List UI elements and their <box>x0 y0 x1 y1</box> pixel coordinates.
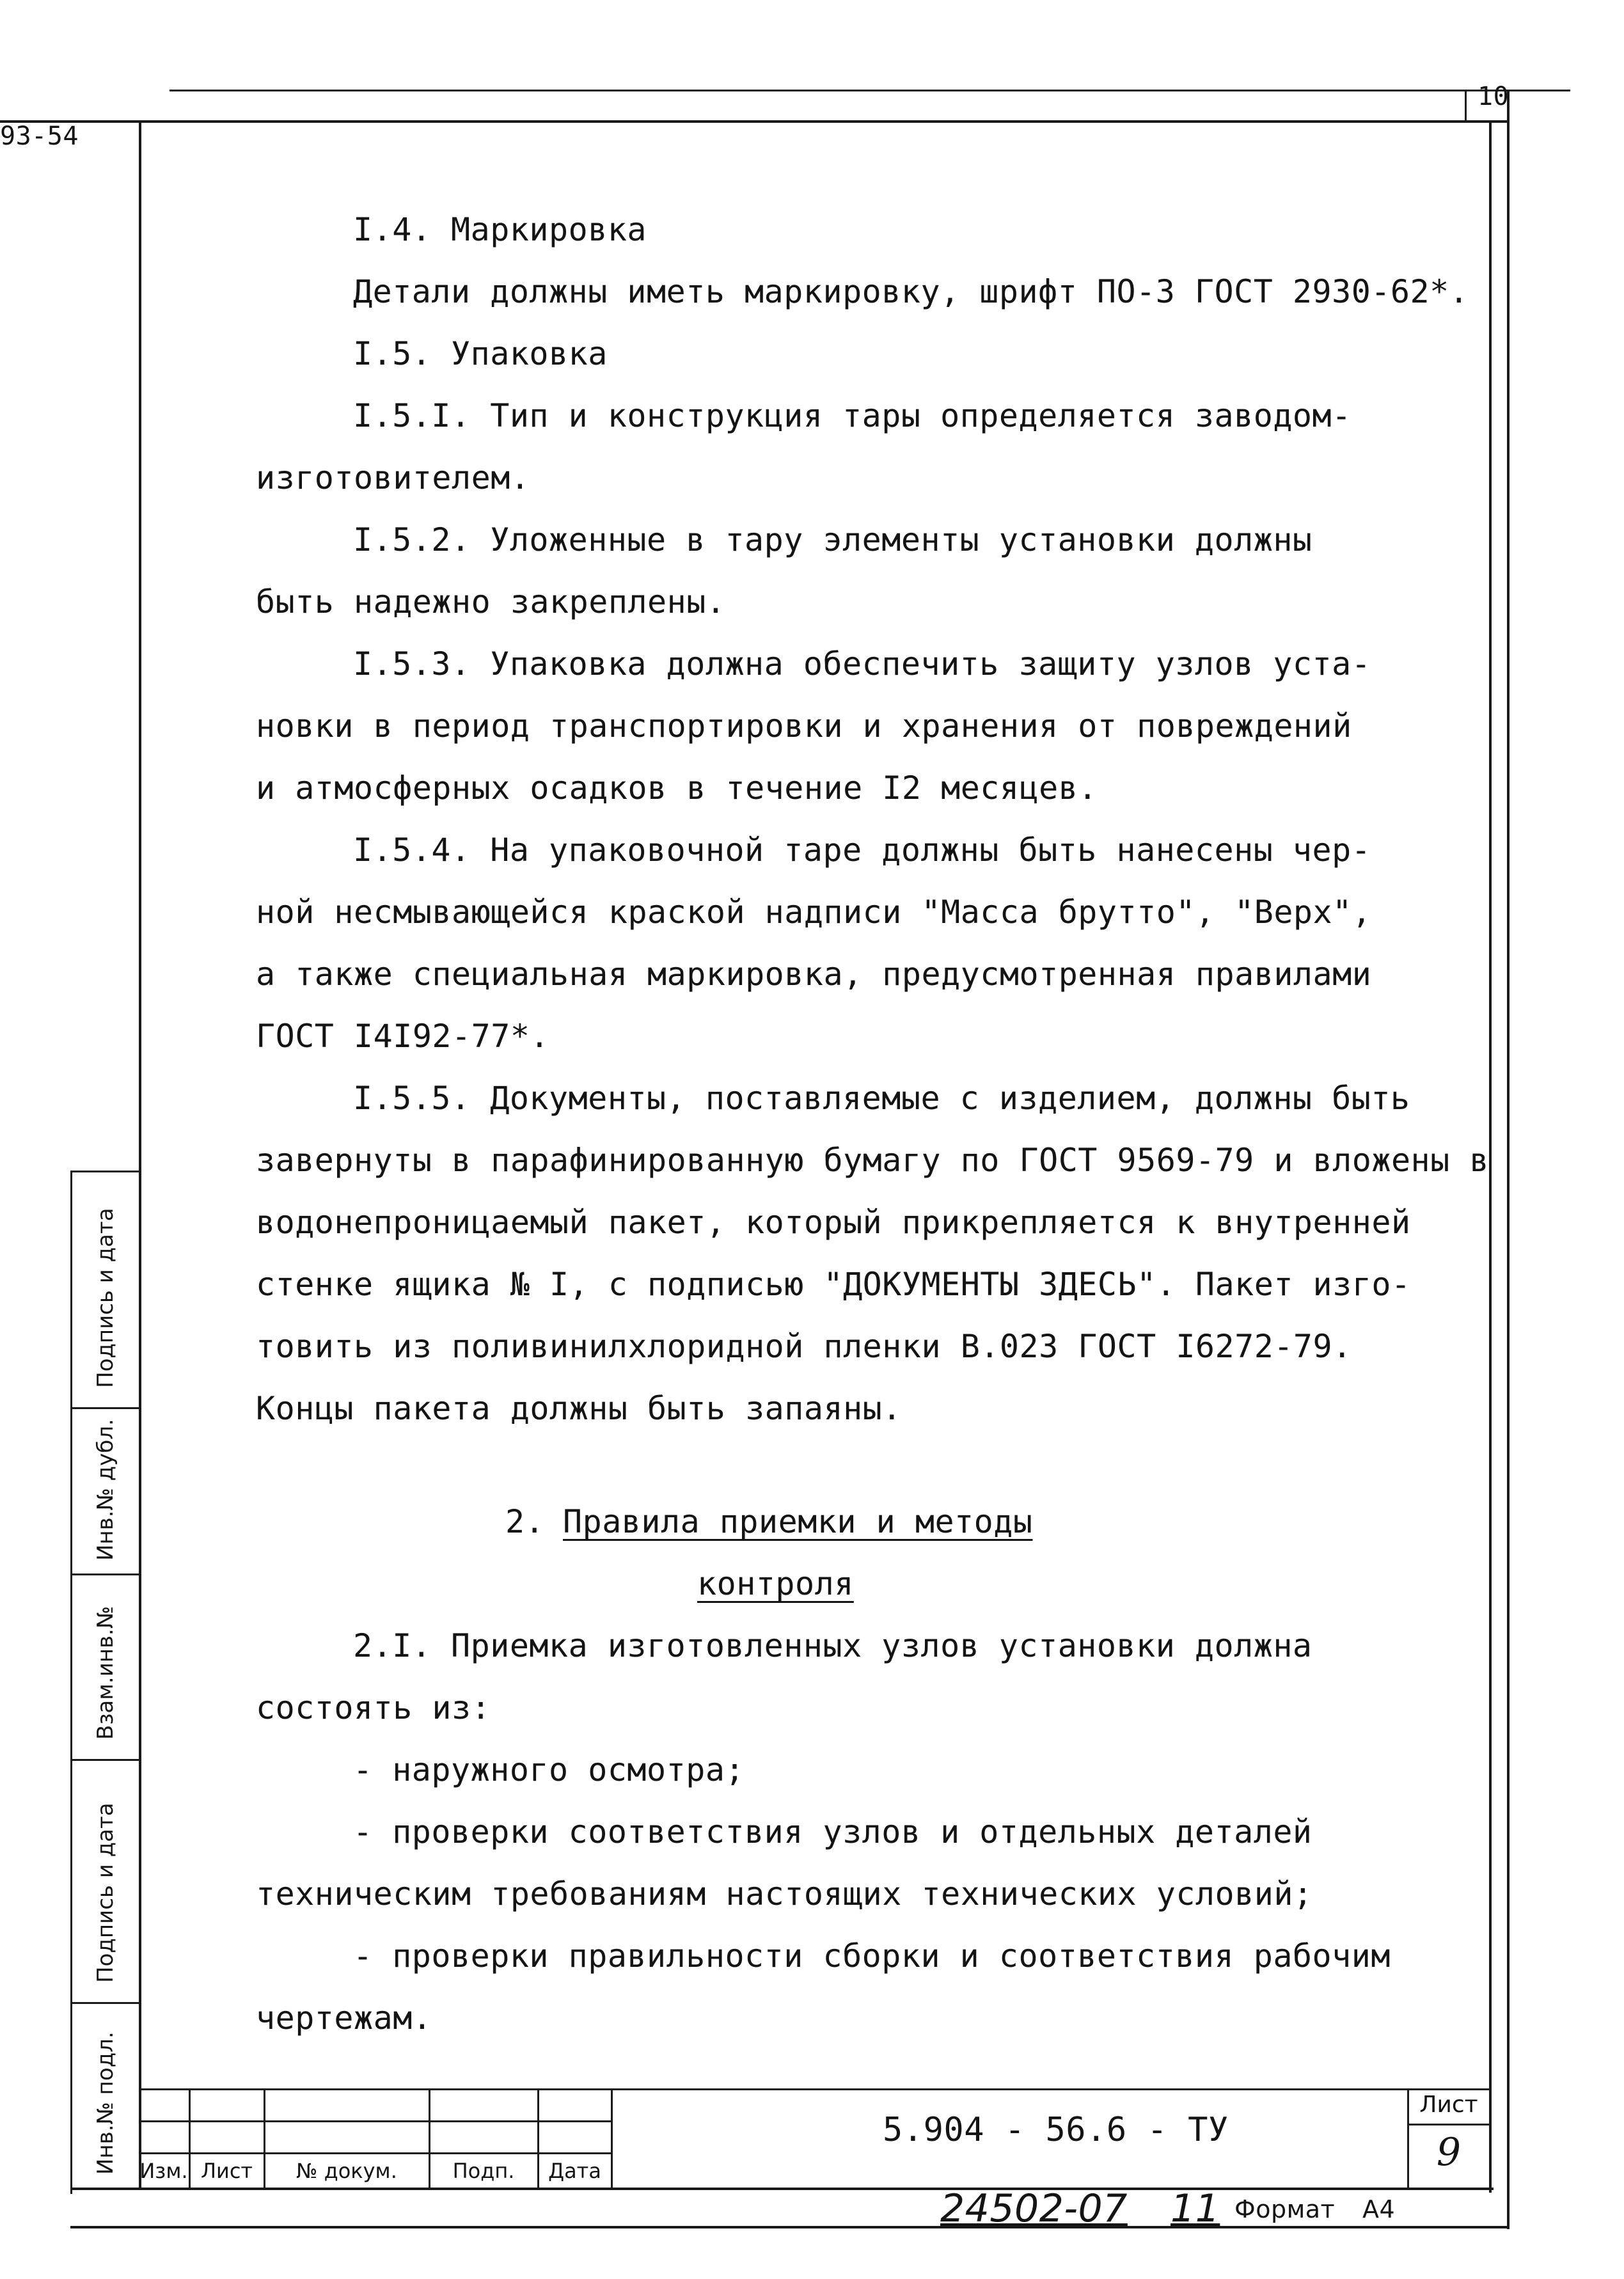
text-line-2: Детали должны иметь маркировку, шрифт ПО-3 ГОСТ 2930-62*. <box>353 273 1469 310</box>
text-line-13: а также специальная маркировка, предусмотренная правилами <box>256 956 1372 993</box>
text-line-19: товить из поливинилхлоридной пленки В.023 ГОСТ I6272-79. <box>256 1328 1352 1365</box>
frame-left <box>139 120 141 2189</box>
format-value: А4 <box>1362 2195 1396 2223</box>
tb-col-date: Дата <box>548 2159 601 2183</box>
text2-line-4: - проверки соответствия узлов и отдельных деталей <box>353 1813 1313 1850</box>
text-line-8: I.5.3. Упаковка должна обеспечить защиту узлов уста- <box>353 645 1371 682</box>
text-line-16: завернуты в парафинированную бумагу по ГОСТ 9569-79 и вложены в <box>256 1142 1489 1179</box>
corner-code: 93-54 <box>0 122 79 151</box>
format-label: Формат <box>1234 2195 1336 2223</box>
side-sep-4 <box>70 1759 141 1761</box>
sheet-number: 9 <box>1436 2130 1462 2175</box>
side-sep-1 <box>70 1171 141 1172</box>
text-line-11: I.5.4. На упаковочной таре должны быть нанесены чер- <box>353 832 1371 869</box>
frame-bottom <box>70 2188 1494 2190</box>
tb-col-sign: Подп. <box>452 2159 515 2183</box>
section-title-line-1: Правила приемки и методы <box>563 1503 1033 1540</box>
side-sep-3 <box>70 1573 141 1575</box>
text2-line-3: - наружного осмотра; <box>353 1751 745 1788</box>
text-line-6: I.5.2. Уложенные в тару элементы установки должны <box>353 521 1313 558</box>
tb-col-change: Изм. <box>139 2159 188 2183</box>
tb-sheet-row <box>1407 2124 1490 2125</box>
document-designation: 5.904 - 56.6 - ТУ <box>883 2111 1229 2149</box>
text-line-10: и атмосферных осадков в течение I2 месяцев. <box>256 769 1098 807</box>
tb-col-doc: № докум. <box>296 2159 397 2183</box>
tb-row-2 <box>139 2152 612 2154</box>
sheet-label: Лист <box>1419 2092 1478 2118</box>
text-line-17: водонепроницаемый пакет, который прикрепляется к внутренней <box>256 1204 1411 1241</box>
text-line-3: I.5. Упаковка <box>353 335 608 372</box>
tb-row-1 <box>139 2120 612 2122</box>
side-label-orig-inv: Инв.№ подл. <box>93 2031 118 2175</box>
side-label-sign-date-2: Подпись и дата <box>93 1802 118 1983</box>
side-sep-5 <box>70 2002 141 2004</box>
text2-line-1: 2.I. Приемка изготовленных узлов установки должна <box>353 1627 1313 1664</box>
text-line-7: быть надежно закреплены. <box>256 583 726 620</box>
top-rule <box>169 90 1570 91</box>
outer-bottom <box>70 2226 1510 2228</box>
tb-top <box>139 2088 1492 2090</box>
text-line-1: I.4. Маркировка <box>353 211 647 248</box>
side-label-sign-date-1: Подпись и дата <box>93 1208 118 1388</box>
frame-right <box>1489 120 1492 2193</box>
section-title-line-2: контроля <box>697 1565 854 1602</box>
text-line-18: стенке ящика № I, с подписью "ДОКУМЕНТЫ ЗДЕСЬ". Пакет изго- <box>256 1266 1411 1303</box>
text-line-20: Концы пакета должны быть запаяны. <box>256 1390 902 1427</box>
text2-line-6: - проверки правильности сборки и соответствия рабочим <box>353 1937 1391 1975</box>
tb-v-5 <box>611 2088 613 2188</box>
text-line-12: ной несмывающейся краской надписи "Масса брутто", "Верх", <box>256 894 1372 931</box>
text-line-15: I.5.5. Документы, поставляемые с изделием, должны быть <box>353 1080 1410 1117</box>
inventory-number: 24502-07 <box>940 2186 1128 2231</box>
text-line-14: ГОСТ I4I92-77*. <box>256 1018 550 1055</box>
side-label-replace-inv: Взам.инв.№ <box>93 1605 118 1740</box>
text-line-9: новки в период транспортировки и хранения от повреждений <box>256 707 1352 745</box>
copy-number: 11 <box>1171 2186 1220 2231</box>
side-label-dup-inv: Инв.№ дубл. <box>93 1419 118 1561</box>
corner-sheet-mark: 10 <box>1478 82 1510 111</box>
text2-line-7: чертежам. <box>256 1999 432 2037</box>
sheet-mark-box <box>1465 90 1467 123</box>
text-line-5: изготовителем. <box>256 459 530 496</box>
text2-line-5: техническим требованиям настоящих технических условий; <box>256 1875 1313 1912</box>
text-line-4: I.5.I. Тип и конструкция тары определяется заводом- <box>353 397 1352 434</box>
section-number: 2. <box>505 1503 545 1540</box>
text2-line-2: состоять из: <box>256 1689 491 1726</box>
outer-right <box>1507 90 1510 2229</box>
side-sep-2 <box>70 1407 141 1409</box>
frame-top <box>0 120 1510 123</box>
tb-col-sheet: Лист <box>200 2159 253 2183</box>
side-column-left <box>70 1171 72 2194</box>
